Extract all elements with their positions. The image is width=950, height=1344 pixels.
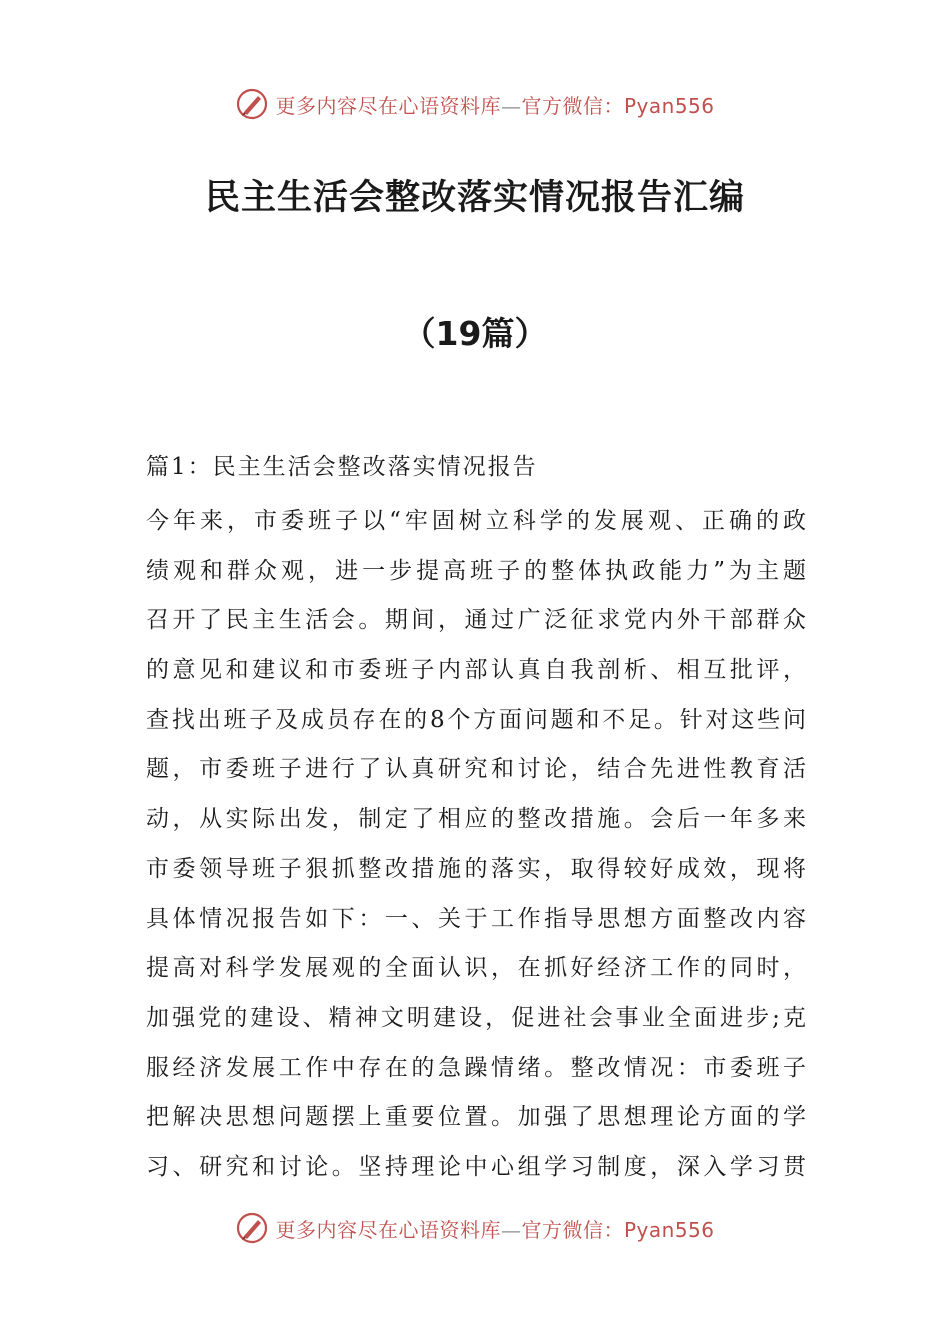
- body-line: 今年来，市委班子以“牢固树立科学的发展观、正确的政: [146, 508, 806, 534]
- header-watermark: [0, 84, 950, 124]
- watermark-id: Pyan556: [623, 1217, 715, 1242]
- body-line: 习、研究和讨论。坚持理论中心组学习制度，深入学习贯: [146, 1153, 806, 1180]
- watermark-text: [275, 1214, 714, 1243]
- body-line: 召开了民主生活会。期间，通过广泛征求党内外干部群众: [146, 607, 806, 634]
- watermark-separator: —: [500, 93, 522, 118]
- watermark-main: 更多内容尽在心语资料库: [275, 93, 501, 118]
- watermark-id: Pyan556: [623, 93, 715, 118]
- document-body: [146, 497, 806, 1193]
- body-line: 提高对科学发展观的全面认识，在抓好经济工作的同时，: [146, 955, 806, 982]
- watermark-label: 官方微信：: [521, 93, 624, 118]
- body-line: 查找出班子及成员存在的8个方面问题和不足。针对这些问: [146, 706, 806, 733]
- body-line: 加强党的建设、精神文明建设，促进社会事业全面进步;克: [146, 1004, 806, 1031]
- body-line: 市委领导班子狠抓整改措施的落实，取得较好成效，现将: [146, 855, 806, 882]
- body-line: 把解决思想问题摆上重要位置。加强了思想理论方面的学: [146, 1104, 806, 1131]
- pen-logo-icon: [235, 1211, 269, 1245]
- body-line: 动，从实际出发，制定了相应的整改措施。会后一年多来: [146, 806, 806, 833]
- body-line: 具体情况报告如下：一、关于工作指导思想方面整改内容: [146, 905, 806, 932]
- watermark-label: 官方微信：: [521, 1217, 624, 1242]
- watermark-text: [275, 90, 714, 119]
- pen-logo-icon: [235, 87, 269, 121]
- body-line: 的意见和建议和市委班子内部认真自我剖析、相互批评，: [146, 657, 806, 684]
- watermark-main: 更多内容尽在心语资料库: [275, 1217, 501, 1242]
- body-line: 题，市委班子进行了认真研究和讨论，结合先进性教育活: [146, 756, 806, 783]
- document-subtitle: （19篇）: [402, 314, 548, 353]
- document-title: 民主生活会整改落实情况报告汇编: [204, 178, 745, 218]
- body-line: 绩观和群众观，进一步提高班子的整体执政能力”为主题: [146, 557, 806, 584]
- section-heading: 篇1：民主生活会整改落实情况报告: [146, 454, 538, 480]
- body-line: 服经济发展工作中存在的急躁情绪。整改情况：市委班子: [146, 1054, 806, 1081]
- watermark-separator: —: [500, 1217, 522, 1242]
- footer-watermark: [0, 1208, 950, 1248]
